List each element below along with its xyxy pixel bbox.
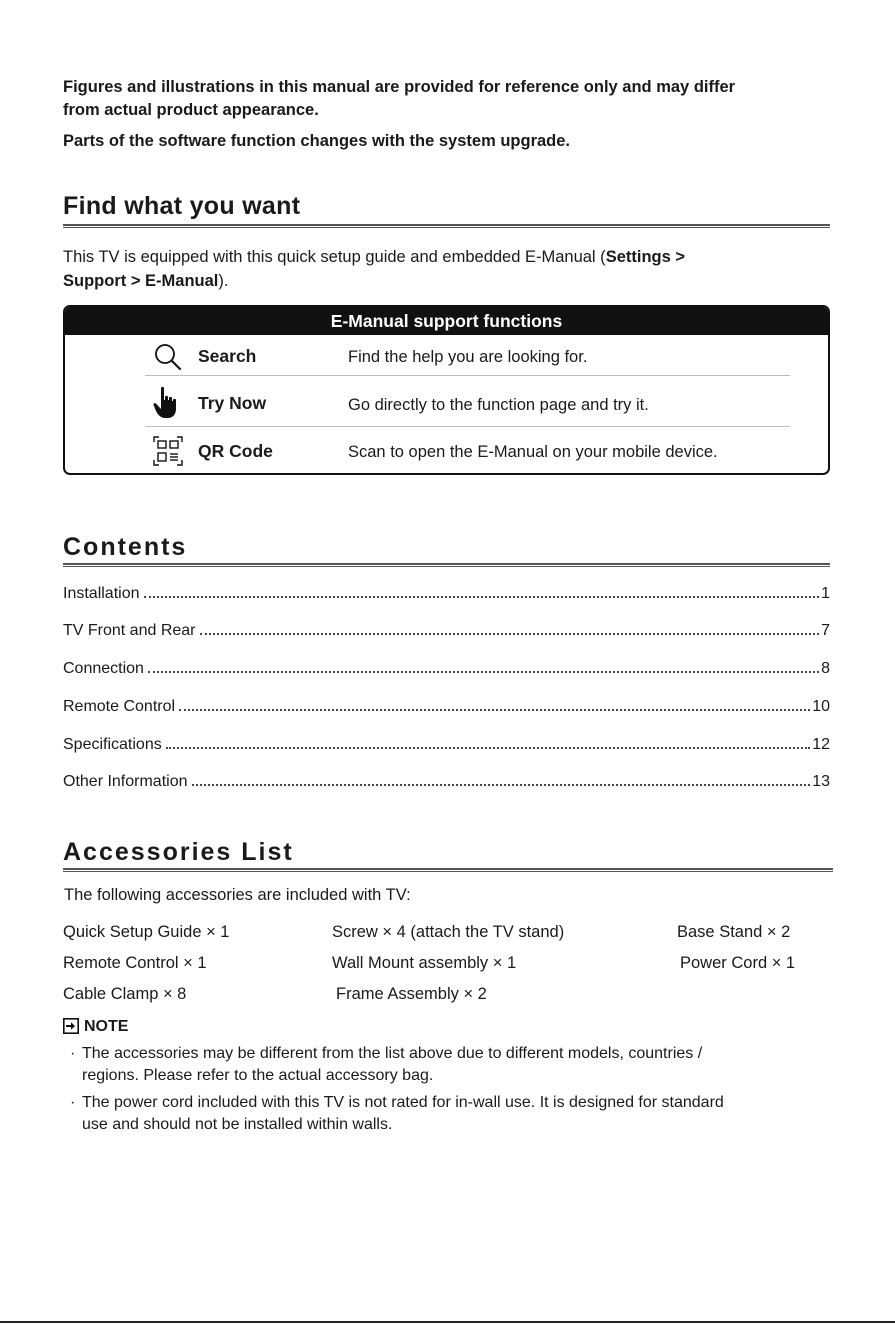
emanual-functions-box <box>63 305 830 475</box>
accessory-item: Remote Control × 1 <box>63 954 207 972</box>
function-name-try-now: Try Now <box>198 393 267 413</box>
find-heading: Find what you want <box>63 192 301 220</box>
note-item-2-line-1: The power cord included with this TV is not rated for in-wall use. It is designed for standard <box>82 1094 724 1111</box>
function-desc-search: Find the help you are looking for. <box>348 348 588 366</box>
contents-heading: Contents <box>63 533 188 561</box>
function-name-qr-code: QR Code <box>198 441 273 461</box>
toc-leader <box>179 709 810 711</box>
note-item-1-line-2: regions. Please refer to the actual accessory bag. <box>82 1067 434 1084</box>
toc-page: 12 <box>812 736 830 753</box>
accessory-item: Frame Assembly × 2 <box>336 985 487 1003</box>
find-intro-line-2 <box>63 269 228 293</box>
contents-heading-rule <box>63 563 830 568</box>
function-name-search: Search <box>198 346 257 366</box>
toc-page: 1 <box>821 585 830 602</box>
accessory-item: Quick Setup Guide × 1 <box>63 923 230 941</box>
toc-page: 13 <box>812 773 830 790</box>
note-title: NOTE <box>84 1018 129 1035</box>
hand-pointer-icon <box>153 386 183 420</box>
toc-page: 10 <box>812 698 830 715</box>
toc-leader <box>166 747 810 749</box>
accessory-item: Screw × 4 (attach the TV stand) <box>332 923 565 941</box>
toc-title: Specifications <box>63 736 162 753</box>
toc-leader <box>192 784 811 786</box>
accessories-intro: The following accessories are included with TV: <box>64 886 411 904</box>
search-icon <box>153 342 183 372</box>
find-intro-path-2: Support > E-Manual <box>63 272 219 290</box>
find-heading-rule <box>63 224 830 229</box>
note-bullet: · <box>70 1045 76 1062</box>
row-divider <box>145 375 790 376</box>
toc-title: TV Front and Rear <box>63 622 196 639</box>
find-intro-close: ). <box>218 272 229 290</box>
toc-title: Connection <box>63 660 144 677</box>
note-bullet: · <box>70 1094 76 1111</box>
note-arrow-icon <box>63 1018 79 1034</box>
function-desc-try-now: Go directly to the function page and try it. <box>348 396 649 414</box>
toc-leader <box>144 596 820 598</box>
find-intro-text: This TV is equipped with this quick setup guide and embedded E-Manual ( <box>63 248 606 266</box>
toc-entry-remote-control[interactable] <box>63 698 830 716</box>
toc-page: 8 <box>821 660 830 677</box>
disclaimer-line-3: Parts of the software function changes with the system upgrade. <box>63 132 571 150</box>
disclaimer-line-2: from actual product appearance. <box>63 101 319 119</box>
page-bottom-rule <box>0 1321 895 1323</box>
toc-entry-installation[interactable] <box>63 585 830 603</box>
toc-entry-specifications[interactable] <box>63 736 830 754</box>
note-item-1-line-1: The accessories may be different from the list above due to different models, countries / <box>82 1045 703 1062</box>
qr-code-icon <box>153 436 183 466</box>
toc-entry-other-information[interactable] <box>63 773 830 791</box>
toc-title: Remote Control <box>63 698 176 715</box>
toc-title: Other Information <box>63 773 188 790</box>
accessory-item: Cable Clamp × 8 <box>63 985 187 1003</box>
accessory-item: Base Stand × 2 <box>677 923 791 941</box>
note-item-2-line-2: use and should not be installed within walls. <box>82 1116 393 1133</box>
emanual-box-title: E-Manual support functions <box>65 307 828 335</box>
function-desc-qr-code: Scan to open the E-Manual on your mobile device. <box>348 443 718 461</box>
accessories-heading-rule <box>63 868 833 873</box>
toc-leader <box>148 671 819 673</box>
find-intro-line-1 <box>63 245 685 269</box>
toc-page: 7 <box>821 622 830 639</box>
accessory-item: Power Cord × 1 <box>680 954 796 972</box>
toc-title: Installation <box>63 585 140 602</box>
toc-entry-tv-front-rear[interactable] <box>63 622 830 640</box>
disclaimer-line-1: Figures and illustrations in this manual are provided for reference only and may differ <box>63 78 736 96</box>
row-divider <box>145 426 790 427</box>
toc-entry-connection[interactable] <box>63 660 830 678</box>
accessories-heading: Accessories List <box>63 838 294 866</box>
toc-leader <box>200 633 820 635</box>
accessory-item: Wall Mount assembly × 1 <box>332 954 517 972</box>
find-intro-path-1: Settings > <box>605 248 685 266</box>
